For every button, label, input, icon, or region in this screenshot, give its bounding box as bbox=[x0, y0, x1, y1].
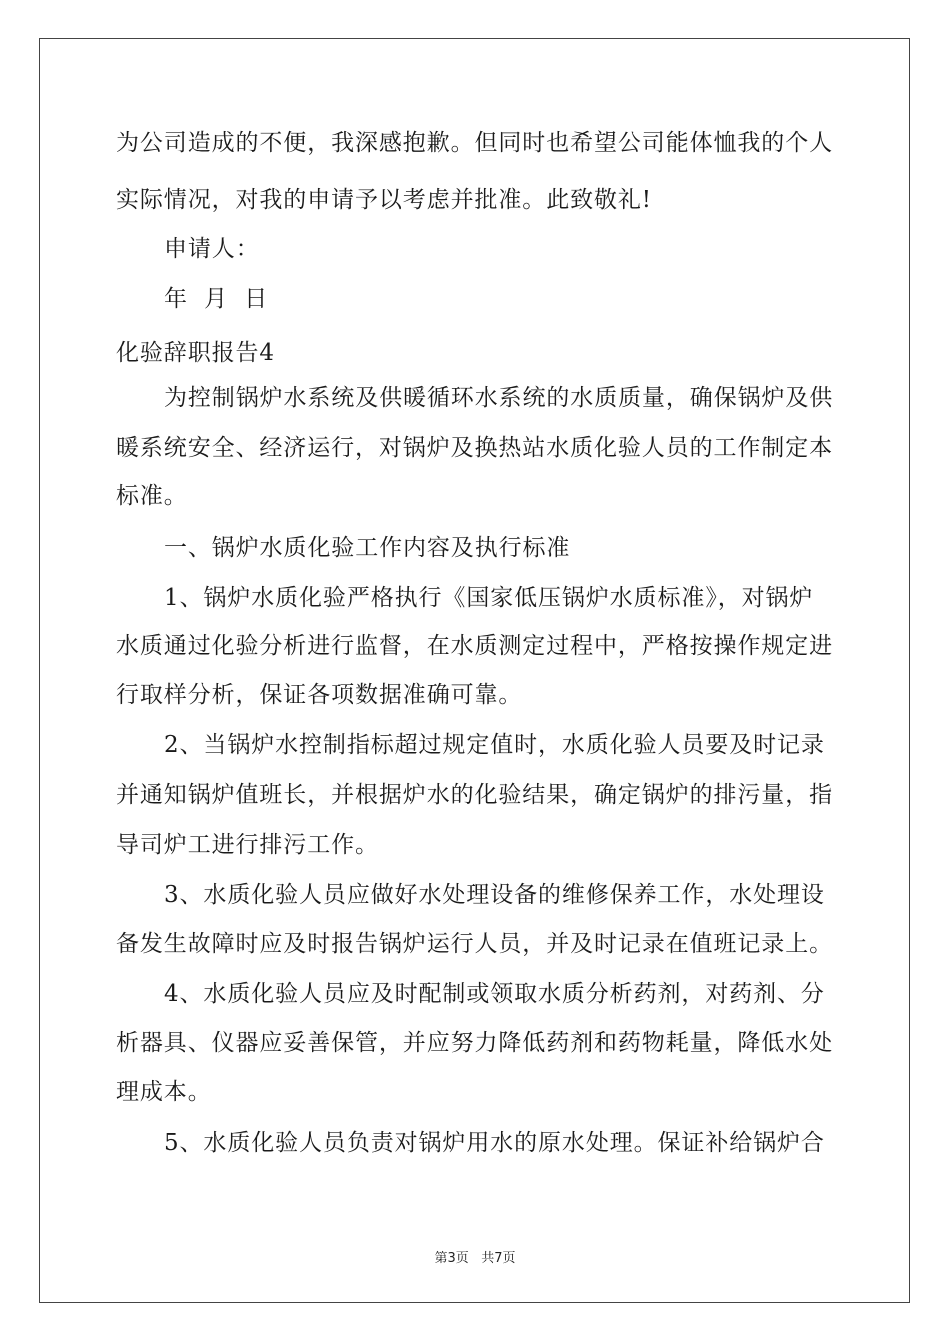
text-line: 析器具、仪器应妥善保管，并应努力降低药剂和药物耗量，降低水处 bbox=[116, 1030, 833, 1056]
page-footer bbox=[0, 1247, 950, 1266]
text-line: 导司炉工进行排污工作。 bbox=[116, 832, 379, 858]
text-line: 水质通过化验分析进行监督，在水质测定过程中，严格按操作规定进 bbox=[116, 633, 833, 659]
section-heading: 一、锅炉水质化验工作内容及执行标准 bbox=[164, 535, 571, 561]
text-line: 为控制锅炉水系统及供暖循环水系统的水质质量，确保锅炉及供 bbox=[164, 385, 834, 411]
text-line: 4、水质化验人员应及时配制或领取水质分析药剂，对药剂、分 bbox=[164, 981, 825, 1007]
page-border bbox=[39, 38, 910, 1303]
text-line: 行取样分析，保证各项数据准确可靠。 bbox=[116, 682, 523, 708]
section-title: 化验辞职报告4 bbox=[116, 340, 275, 366]
text-line: 实际情况，对我的申请予以考虑并批准。此致敬礼! bbox=[116, 187, 652, 213]
page-number: 第3页 bbox=[434, 1251, 469, 1266]
text-line: 暖系统安全、经济运行，对锅炉及换热站水质化验人员的工作制定本 bbox=[116, 435, 833, 461]
text-line: 备发生故障时应及时报告锅炉运行人员，并及时记录在值班记录上。 bbox=[116, 931, 833, 957]
date-label: 年 月 日 bbox=[164, 286, 269, 312]
text-line: 为公司造成的不便，我深感抱歉。但同时也希望公司能体恤我的个人 bbox=[116, 130, 833, 156]
text-line: 标准。 bbox=[116, 483, 188, 509]
page-total: 共7页 bbox=[481, 1251, 516, 1266]
text-line: 并通知锅炉值班长，并根据炉水的化验结果，确定锅炉的排污量，指 bbox=[116, 782, 833, 808]
text-line: 2、当锅炉水控制指标超过规定值时，水质化验人员要及时记录 bbox=[164, 732, 825, 758]
signature-label: 申请人： bbox=[164, 236, 260, 262]
text-line: 3、水质化验人员应做好水处理设备的维修保养工作，水处理设 bbox=[164, 882, 825, 908]
text-line: 理成本。 bbox=[116, 1079, 212, 1105]
text-line: 5、水质化验人员负责对锅炉用水的原水处理。保证补给锅炉合 bbox=[164, 1130, 825, 1156]
text-line: 1、锅炉水质化验严格执行《国家低压锅炉水质标准》，对锅炉 bbox=[164, 585, 814, 611]
